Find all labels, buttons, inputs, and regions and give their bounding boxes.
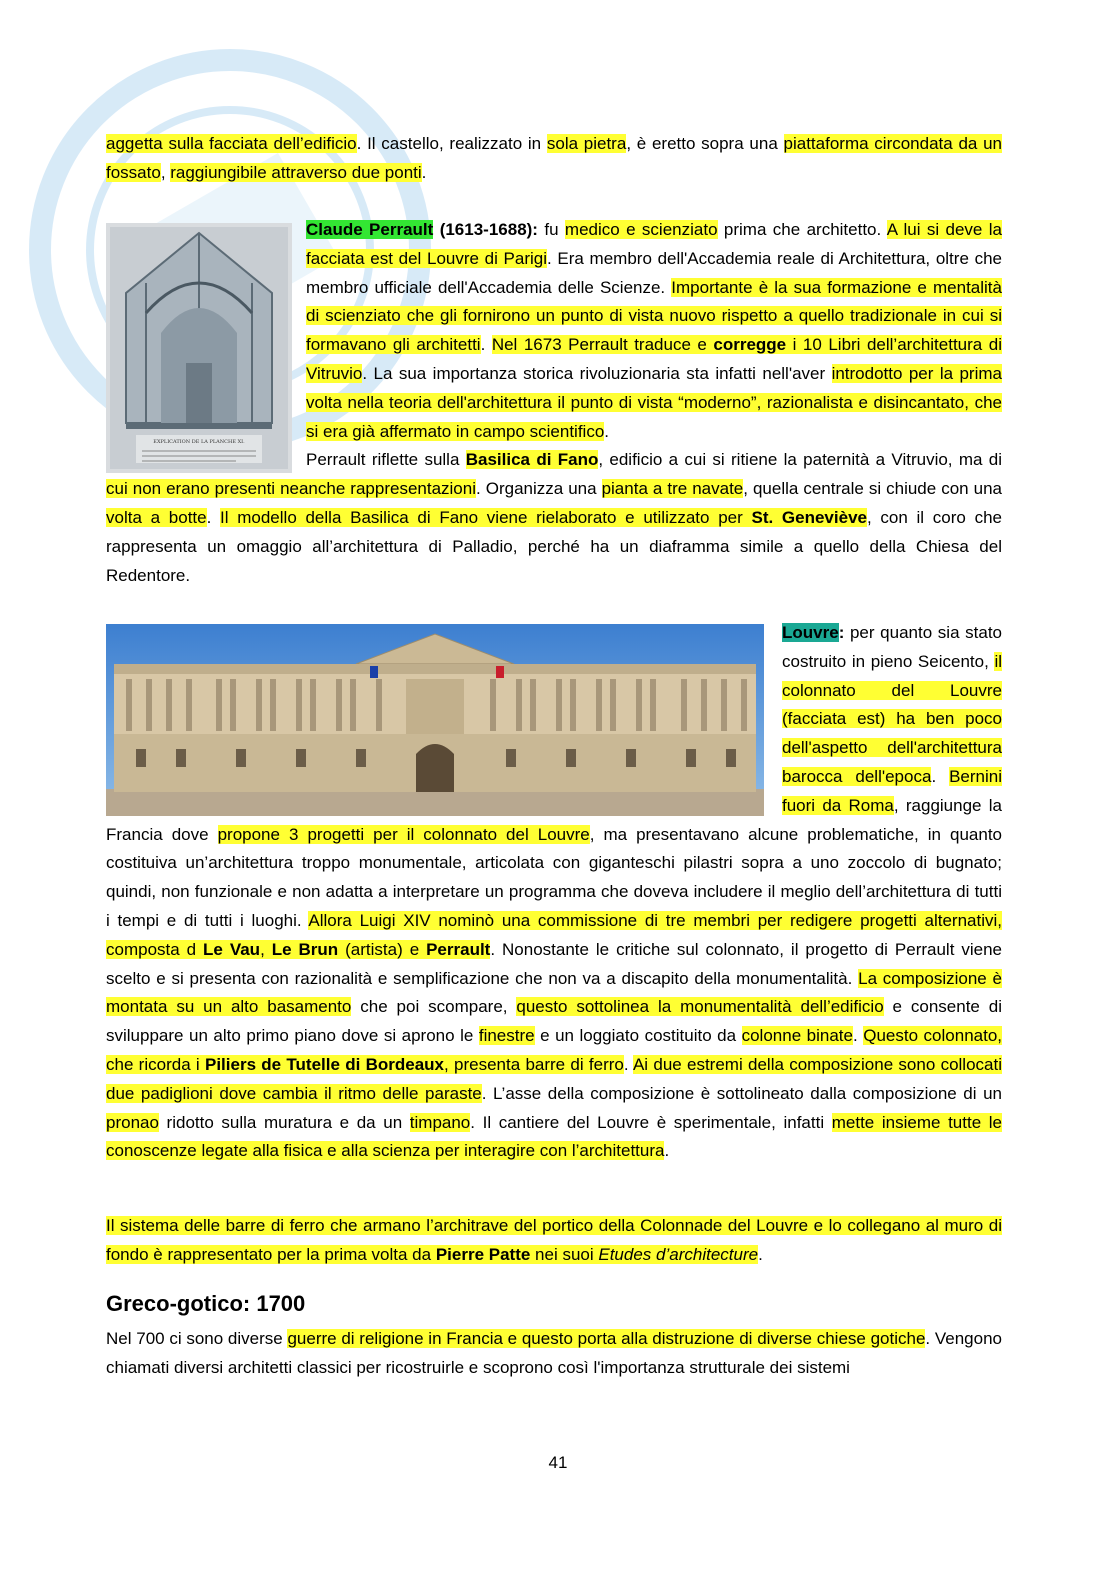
louvre-colonnade-photo <box>106 624 764 816</box>
greco-gotico-paragraph: Nel 700 ci sono diverse guerre di religione in Francia e questo porta alla distruzione di diverse chiese gotiche. Vengono chiamati diversi architetti classici per ricostruirle e scoprono così l'importanza strutturale dei sistemi <box>106 1329 1003 1377</box>
basilica-engraving-image <box>106 223 292 473</box>
intro-paragraph: aggetta sulla facciata dell’edificio. Il castello, realizzato in sola pietra, è eretto sopra una piattaforma circondata da un fossato, raggiungibile attraverso due ponti. <box>106 134 1003 182</box>
engraving-illustration <box>106 223 292 473</box>
patte-paragraph: Il sistema delle barre di ferro che armano l’architrave del portico della Colonnade del Louvre e lo collegano al muro di fondo è rappresentato per la prima volta da Pierre Patte nei suoi Etudes d’architecture. <box>106 1216 1002 1264</box>
section-heading: Greco-gotico: 1700 <box>106 1291 306 1316</box>
louvre-paragraph: Louvre: per quanto sia stato costruito in pieno Seicento, il colonnato del Louvre (facciata est) ha ben poco dell'aspetto dell'architettura barocca dell'epoca. Bernini fuori da Roma, raggiunge la Francia dove propone 3 progetti per il colonnato del Louvre, ma presentavano alcune problematiche, in quanto costituiva un’architettura troppo monumentale, articolata con giganteschi pilastri sopra a uno zoccolo di bugnato; quindi, non funzionale e non adatta a interpretare un programma che doveva includere il meglio dell’architettura di tutti i tempi e di tutti i luoghi. Allora Luigi XIV nominò una commissione di tre membri per redigere progetti alternativi, composta d Le Vau, Le Brun (artista) e Perrault. Nonostante le critiche sul colonnato, il progetto di Perrault viene scelto e si presenta con razionalità e semplificazione che non va a discapito della monumentalità. La composizione è montata su un alto basamento che poi scompare, questo sottolinea la monumentalità dell’edificio e consente di sviluppare un alto primo piano dove si aprono le finestre e un loggiato costituito da colonne binate. Questo colonnato, che ricorda i Piliers de Tutelle di Bordeaux, presenta barre di ferro. Ai due estremi della composizione sono collocati due padiglioni dove cambia il ritmo delle paraste. L’asse della composizione è sottolineato dalla composizione di un pronao ridotto sulla muratura e da un timpano. Il cantiere del Louvre è sperimentale, infatti mette insieme tutte le conoscenze legate alla fisica e alla scienza per interagire con l’architettura. <box>106 623 1003 1161</box>
louvre-illustration <box>106 624 764 816</box>
perrault-paragraph: EXPLICATION DE LA PLANCHE XI. Claude Perrault (1613-1688): fu medico e scienziato prima che architetto. A lui si deve la facciata est del Louvre di Parigi. Era membro dell'Accademia reale di Architettura, oltre che membro ufficiale dell'Accademia delle Scienze. Importante è la sua formazione e mentalità di scienziato che gli fornirono un punto di vista nuovo rispetto a quello tradizionale in cui si formavano gli architetti. Nel 1673 Perrault traduce e corregge i 10 Libri dell’architettura di Vitruvio. La sua importanza storica rivoluzionaria sta infatti nell'aver introdotto per la prima volta nella teoria dell'architettura il punto di vista “moderno”, razionalista e disincantato, che si era già affermato in campo scientifico. Perrault riflette sulla Basilica di Fano, edificio a cui si ritiene la paternità a Vitruvio, ma di cui non erano presenti neanche rappresentazioni. Organizza una pianta a tre navate, quella centrale si chiude con una volta a botte. Il modello della Basilica di Fano viene rielaborato e utilizzato per St. Geneviève, con il coro che rappresenta un omaggio all’architettura di Palladio, perché ha un diaframma simile a quello della Chiesa del Redentore. <box>106 220 1002 585</box>
engraving-caption: EXPLICATION DE LA PLANCHE XI. <box>153 439 245 445</box>
page-number: 41 <box>548 1453 568 1472</box>
